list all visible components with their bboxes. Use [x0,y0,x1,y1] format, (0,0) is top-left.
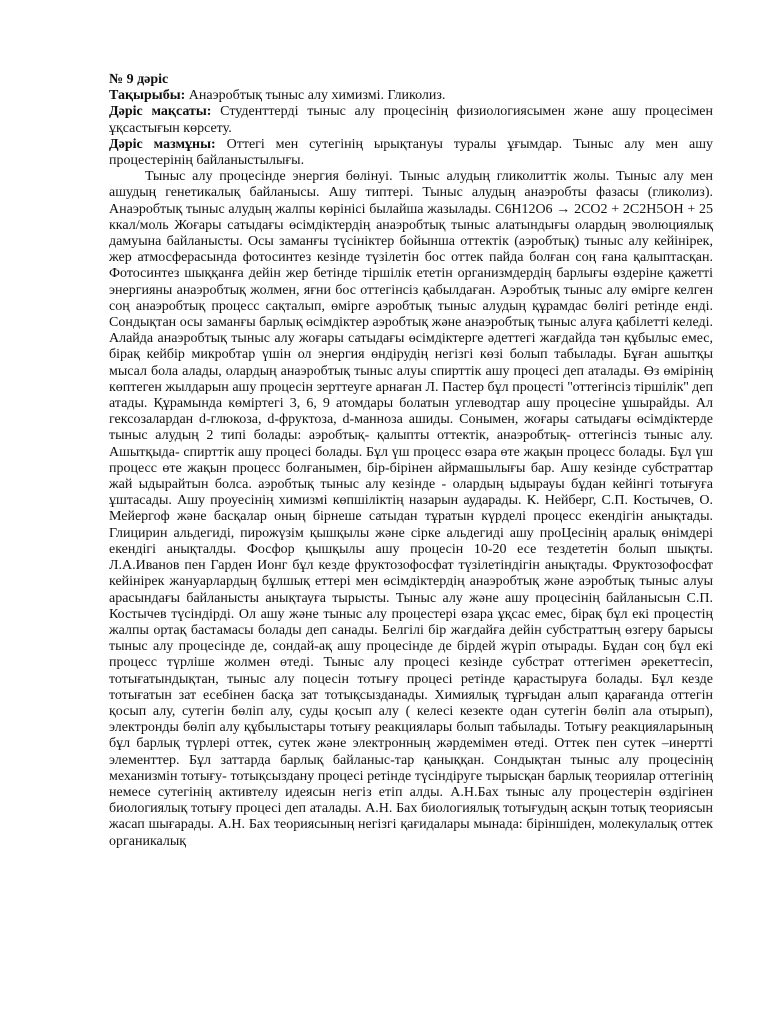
lecture-content [109,137,713,169]
lecture-page [109,72,713,850]
lecture-topic [109,88,713,104]
lecture-body-paragraph: Тыныс алу процесінде энергия бөлінуі. Тыныс алудың гликолиттік жолы. Тыныс алу мен ашудың генетикалық байланысы. Ашу типтері. Тыныс алудың анаэробты фазасы (гликолиз). Анаэробтық тыныс алудың жалпы көрінісі былайша жазылады. C6H12O6 → 2CO2 + 2C2H5OH + 25 ккал/моль Жоғары сатыдағы өсімдіктердің анаэробтық тыныс алатындығы олардың эволюциялық дамуына байланысты. Осы заманғы түсініктер бойынша оттектік (аэробтық) тыныс алу кейінірек, жер атмосферасында фотосинтез кезінде түзілетін бос оттек пайда болған соң ғана қалыптасқан. Фотосинтез шыққанға дейін жер бетінде тіршілік ететін организмдердің барлығы өздеріне қажетті энергияны анаэробтық жолмен, яғни бос оттегінсіз қабылдаған. Аэробтық тыныс алу өмірге келген соң анаэробтық процесс сақталып, өмірге аэробтық тыныс алудың құрамдас бөлігі ретінде енді. Сондықтан осы заманғы барлық өсімдіктер аэробтық және анаэробтық тыныс алуға қабілетті келеді. Алайда анаэробтық тыныс алу жоғары сатыдағы өсімдіктерге әдеттегі жағдайда тән құбылыс емес, бірақ кейбір микробтар үшін ол энергия өндірудің негізгі көзі болып табылады. Бұған ашытқы мысал бола алады, олардың анаэробтық тыныс алуы спирттік ашу процесі деп аталады. Өз өмірінің көптеген жылдарын ашу процесін зерттеуге арнаған Л. Пастер бұл процесті ''оттегінсіз тіршілік'' деп атады. Құрамында көміртегі 3, 6, 9 атомдары болатын углеводтар ашу процесіне ұшырайды. Ал гексозалардан d-глюкоза, d-фруктоза, d-манноза ашиды. Сонымен, жоғары сатыдағы өсімдіктерде тыныс алудың 2 типі болады: аэробтық- қалыпты оттектік, анаэробтық- оттегінсіз тыныс алу. Ашытқыда- спирттік ашу процесі болады. Бұл үш процесс өзара өте жақын процесс болады. Бұл үш процесс өте жақын процесс болғанымен, бір-бірінен айрмашылығы бар. Ашу кезінде субстраттар жай ыдырайтын болса. аэробтық тыныс алу кезінде - олардың ыдырауы бұдан кейінгі тотығуға ұштасады. Ашу проуесінің химизмі көпшіліктің назарын аударады. К. Нейберг, С.П. Костычев, О. Мейергоф және басқалар оның бірнеше сатыдан тұратын күрделі процесс екендігін анықтады. Глицирин альдегиді, пирожүзім қышқылы және сірке альдегиді ашу проЦесінің аралық өнімдері екендігі анықталды. Фосфор қышқылы ашу процесін 10-20 есе тездететін болып шықты. Л.А.Иванов пен Гарден Ионг бұл кезде фруктозофосфат түзілетіндігін анықтады. Фруктозофосфат кейінірек жануарлардың бұлшық еттері мен өсімдіктердің анаэробтық және аэробтық тыныс алуы арасындағы байланысты анықтауға тырысты. Тыныс алу және ашу процесінің байланысын С.П. Костычев түсіндірді. Ол ашу және тыныс алу процестері өзара ұқсас емес, бірақ бұл екі процестің жалпы ортақ бастамасы болады деп санады. Белгілі бір жағдайға дейін субстраттың өзгеру барысы тыныс алу процесінде де, сондай-ақ ашу процесінде де бірдей жүріп отырады. Бұдан соң бұл екі процесс түрліше жолмен өтеді. Тыныс алу процесі кезінде субстрат оттегімен әрекеттесіп, тотығатындықтан, тыныс алу поцесін тотығу процесі ретінде қарастыруға болады. Бұл кезде тотығатын зат есебінен басқа зат тотықсызданады. Химиялық тұрғыдан алып қарағанда оттегін қосып алу, сутегін бөліп алу, суды қосып алу ( келесі кезекте одан сутегін бөліп ала отырып), электронды бөліп алу құбылыстары тотығу реакциялары болып табылады. Тотығу реакцияларының бұл барлық түрлері оттек, сутек және электронның жәрдемімен өтеді. Оттек пен сутек –инертті элементтер. Бұл заттарда барлық байланыс-тар қаныққан. Сондықтан тыныс алу процесінің механизмін тотығу- тотықсыздану процесі ретінде түсіндіруге тырысқан барлық теориялар оттегінің немесе сутегінің активтелу идеясын негіз етіп алды. А.Н.Бах тыныс алу процестерін өздігінен биологиялық тотығу процесі деп аталады. А.Н. Бах биологиялық тотығудың асқын тотық теориясын жасап шығарады. А.Н. Бах теориясының негізгі қағидалары мынада: біріншіден, молекулалық оттек органикалық [109,169,713,849]
content-label: Дәріс мазмұны: [109,136,216,152]
lecture-number: № 9 дәріс [109,72,169,87]
topic-text: Анаэробтық тыныс алу химизмі. Гликолиз. [185,88,446,104]
topic-label: Тақырыбы: [109,88,186,104]
goal-label: Дәріс мақсаты: [109,104,212,120]
goal-text: Студенттерді тыныс алу процесінің физиологиясымен және ашу процесімен ұқсастығын көрсету. [109,104,713,136]
lecture-goal [109,104,713,136]
content-text: Оттегі мен сутегінің ырықтануы туралы ұғымдар. Тыныс алу мен ашу процестерінің байланыстылығы. [109,136,713,169]
